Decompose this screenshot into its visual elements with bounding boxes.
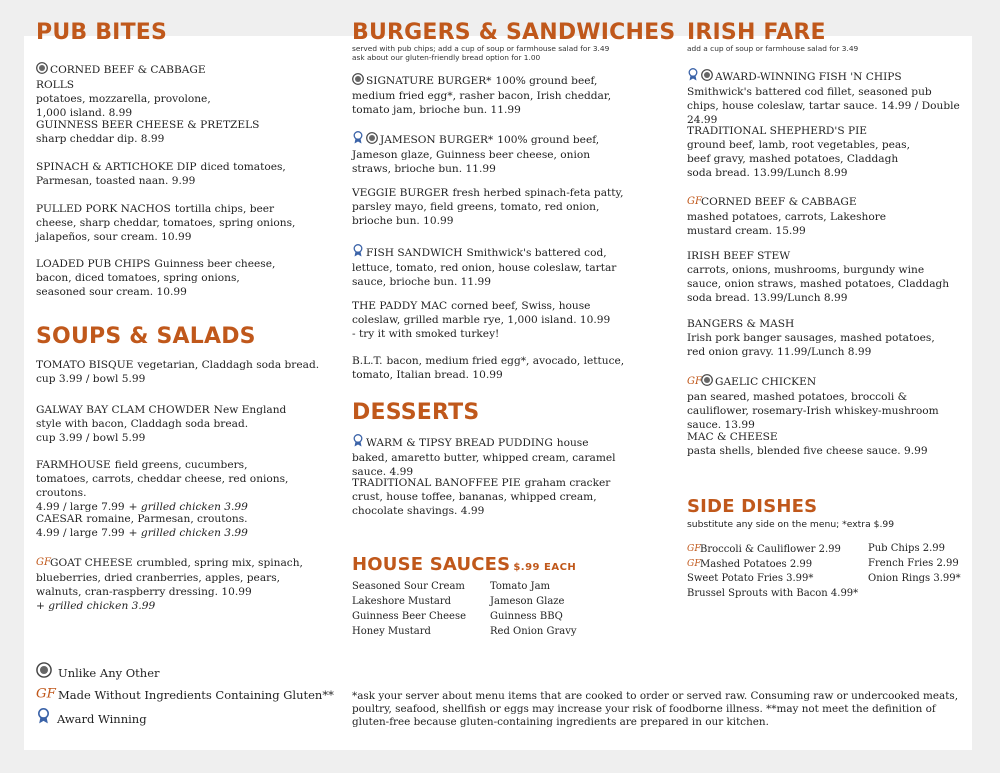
award-icon xyxy=(352,434,364,451)
menu-item: PULLED PORK NACHOS tortilla chips, beer cheese, sharp cheddar, tomatoes, spring onions, jalapeños, sour cream. 10.99 xyxy=(36,203,296,243)
burgers-note-bread: ask about our gluten-friendly bread option for 1.00 xyxy=(352,53,541,62)
burgers-title: BURGERS & SANDWICHES xyxy=(352,20,676,45)
menu-item: TOMATO BISQUE vegetarian, Claddagh soda bread. cup 3.99 / bowl 5.99 xyxy=(36,359,320,385)
menu-item: GF GAELIC CHICKEN pan seared, mashed potatoes, broccoli & cauliflower, rosemary-Irish whiskey-mushroom sauce. 13.99 xyxy=(687,376,939,431)
svg-text:GF: GF xyxy=(36,686,56,702)
side-dishes-title: SIDE DISHES xyxy=(687,496,818,517)
unlike-any-other-icon xyxy=(36,662,52,681)
unlike-any-other-icon xyxy=(36,62,48,78)
menu-item: GF GOAT CHEESE crumbled, spring mix, spinach, blueberries, dried cranberries, apples, pears, walnuts, cran-raspberry dressing. 10.99 + grilled chicken 3.99 xyxy=(36,557,303,612)
menu-item: WARM & TIPSY BREAD PUDDING house baked, amaretto butter, whipped cream, caramel sauce. 4.99 xyxy=(352,434,627,479)
sauce-item: Guinness Beer Cheese xyxy=(352,611,466,622)
menu-item: JAMESON BURGER* 100% ground beef, Jameson glaze, Guinness beer cheese, onion straws, brioche bun. 11.99 xyxy=(352,131,617,176)
legend-item: Unlike Any Other xyxy=(36,662,160,681)
side-item: Onion Rings 3.99* xyxy=(868,573,961,584)
sauce-item: Seasoned Sour Cream xyxy=(352,581,465,592)
footnote: *ask your server about menu items that are cooked to order or served raw. Consuming raw or undercooked meats, poultry, seafood, shellfish or eggs may increase your risk of foodborne illness. **may not meet the definition of gluten-free because gluten-containing ingredients are prepared in our kitchen. xyxy=(352,690,959,728)
gluten-free-icon xyxy=(687,542,701,558)
burgers-note: served with pub chips; add a cup of soup or farmhouse salad for 3.49 xyxy=(352,44,610,53)
menu-item: GALWAY BAY CLAM CHOWDER New England style with bacon, Claddagh soda bread. cup 3.99 / bowl 5.99 xyxy=(36,404,287,444)
award-icon xyxy=(352,131,364,148)
menu-item: CAESAR romaine, Parmesan, croutons. 4.99 / large 7.99 + grilled chicken 3.99 xyxy=(36,513,248,539)
menu-item: SPINACH & ARTICHOKE DIP diced tomatoes, Parmesan, toasted naan. 9.99 xyxy=(36,161,286,187)
gluten-free-icon xyxy=(687,557,701,573)
award-icon xyxy=(687,68,699,85)
svg-text:GF: GF xyxy=(687,558,701,570)
sauce-item: Red Onion Gravy xyxy=(490,626,577,637)
sauce-item: Jameson Glaze xyxy=(490,596,565,607)
svg-text:GF: GF xyxy=(687,543,701,555)
irish-fare-note: add a cup of soup or farmhouse salad for 3.49 xyxy=(687,44,859,53)
menu-item: BANGERS & MASH Irish pork banger sausages, mashed potatoes, red onion gravy. 11.99/Lunch 8.99 xyxy=(687,318,935,358)
menu-item: FARMHOUSE field greens, cucumbers, tomatoes, carrots, cheddar cheese, red onions, croutons. 4.99 / large 7.99 + grilled chicken 3.99 xyxy=(36,459,289,513)
menu-item: SIGNATURE BURGER* 100% ground beef, medium fried egg*, rasher bacon, Irish cheddar, tomato jam, brioche bun. 11.99 xyxy=(352,75,612,116)
menu-item: FISH SANDWICH Smithwick's battered cod, lettuce, tomato, red onion, house coleslaw, tartar sauce, brioche bun. 11.99 xyxy=(352,244,642,289)
menu-item: THE PADDY MAC corned beef, Swiss, house coleslaw, grilled marble rye, 1,000 island. 10.99 - try it with smoked turkey! xyxy=(352,300,611,340)
side-item: French Fries 2.99 xyxy=(868,558,959,569)
unlike-any-other-icon xyxy=(701,69,713,85)
menu-item: CORNED BEEF & CABBAGE ROLLS potatoes, mozzarella, provolone, 1,000 island. 8.99 xyxy=(36,64,211,119)
side-dishes-note: substitute any side on the menu; *extra $.99 xyxy=(687,519,895,530)
house-sauces-title: HOUSE SAUCES $.99 EACH xyxy=(352,554,577,575)
side-item: GF Broccoli & Cauliflower 2.99 xyxy=(687,542,841,558)
sauce-item: Lakeshore Mustard xyxy=(352,596,452,607)
gluten-free-icon xyxy=(687,194,702,210)
menu-item: B.L.T. bacon, medium fried egg*, avocado, lettuce, tomato, Italian bread. 10.99 xyxy=(352,355,625,381)
unlike-any-other-icon xyxy=(366,132,378,148)
award-icon xyxy=(36,708,51,727)
svg-text:GF: GF xyxy=(36,557,51,568)
menu-item: TRADITIONAL SHEPHERD'S PIE ground beef, lamb, root vegetables, peas, beef gravy, mashed potatoes, Claddagh soda bread. 13.99/Lunch 8.99 xyxy=(687,125,910,179)
svg-text:GF: GF xyxy=(687,376,702,387)
desserts-title: DESSERTS xyxy=(352,400,480,425)
svg-text:GF: GF xyxy=(687,196,702,207)
side-item: GF Mashed Potatoes 2.99 xyxy=(687,557,812,573)
menu-item: IRISH BEEF STEW carrots, onions, mushrooms, burgundy wine sauce, onion straws, mashed potatoes, Claddagh soda bread. 13.99/Lunch 8.99 xyxy=(687,250,950,304)
menu-item: VEGGIE BURGER fresh herbed spinach-feta patty, parsley mayo, field greens, tomato, red onion, brioche bun. 10.99 xyxy=(352,187,624,227)
menu-item: MAC & CHEESE pasta shells, blended five cheese sauce. 9.99 xyxy=(687,431,928,457)
gluten-free-icon xyxy=(687,374,702,390)
award-icon xyxy=(352,244,364,261)
legend-item: GF Made Without Ingredients Containing Gluten** xyxy=(36,684,334,703)
side-item: Brussel Sprouts with Bacon 4.99* xyxy=(687,588,859,599)
sauce-item: Tomato Jam xyxy=(490,581,551,592)
unlike-any-other-icon xyxy=(701,374,713,390)
sauce-item: Honey Mustard xyxy=(352,626,431,637)
menu-item: GUINNESS BEER CHEESE & PRETZELS sharp cheddar dip. 8.99 xyxy=(36,119,260,145)
irish-fare-title: IRISH FARE xyxy=(687,20,826,45)
menu-item: GF CORNED BEEF & CABBAGE mashed potatoes, carrots, Lakeshore mustard cream. 15.99 xyxy=(687,196,887,237)
gluten-free-icon xyxy=(36,555,51,571)
sauce-item: Guinness BBQ xyxy=(490,611,563,622)
house-sauces-price: $.99 EACH xyxy=(513,562,577,573)
pub-bites-title: PUB BITES xyxy=(36,20,168,45)
unlike-any-other-icon xyxy=(352,73,364,89)
side-item: Sweet Potato Fries 3.99* xyxy=(687,573,814,584)
side-item: Pub Chips 2.99 xyxy=(868,543,946,554)
menu-item: TRADITIONAL BANOFFEE PIE graham cracker crust, house toffee, bananas, whipped cream, chocolate shavings. 4.99 xyxy=(352,477,611,517)
soups-salads-title: SOUPS & SALADS xyxy=(36,324,256,349)
menu-item: AWARD-WINNING FISH 'N CHIPS Smithwick's battered cod fillet, seasoned pub chips, house coleslaw, tartar sauce. 14.99 / Double 24.99 xyxy=(687,68,962,127)
legend-item: Award Winning xyxy=(36,708,147,727)
menu-item: LOADED PUB CHIPS Guinness beer cheese, bacon, diced tomatoes, spring onions, seasoned sour cream. 10.99 xyxy=(36,258,276,298)
gluten-free-icon xyxy=(36,684,56,703)
